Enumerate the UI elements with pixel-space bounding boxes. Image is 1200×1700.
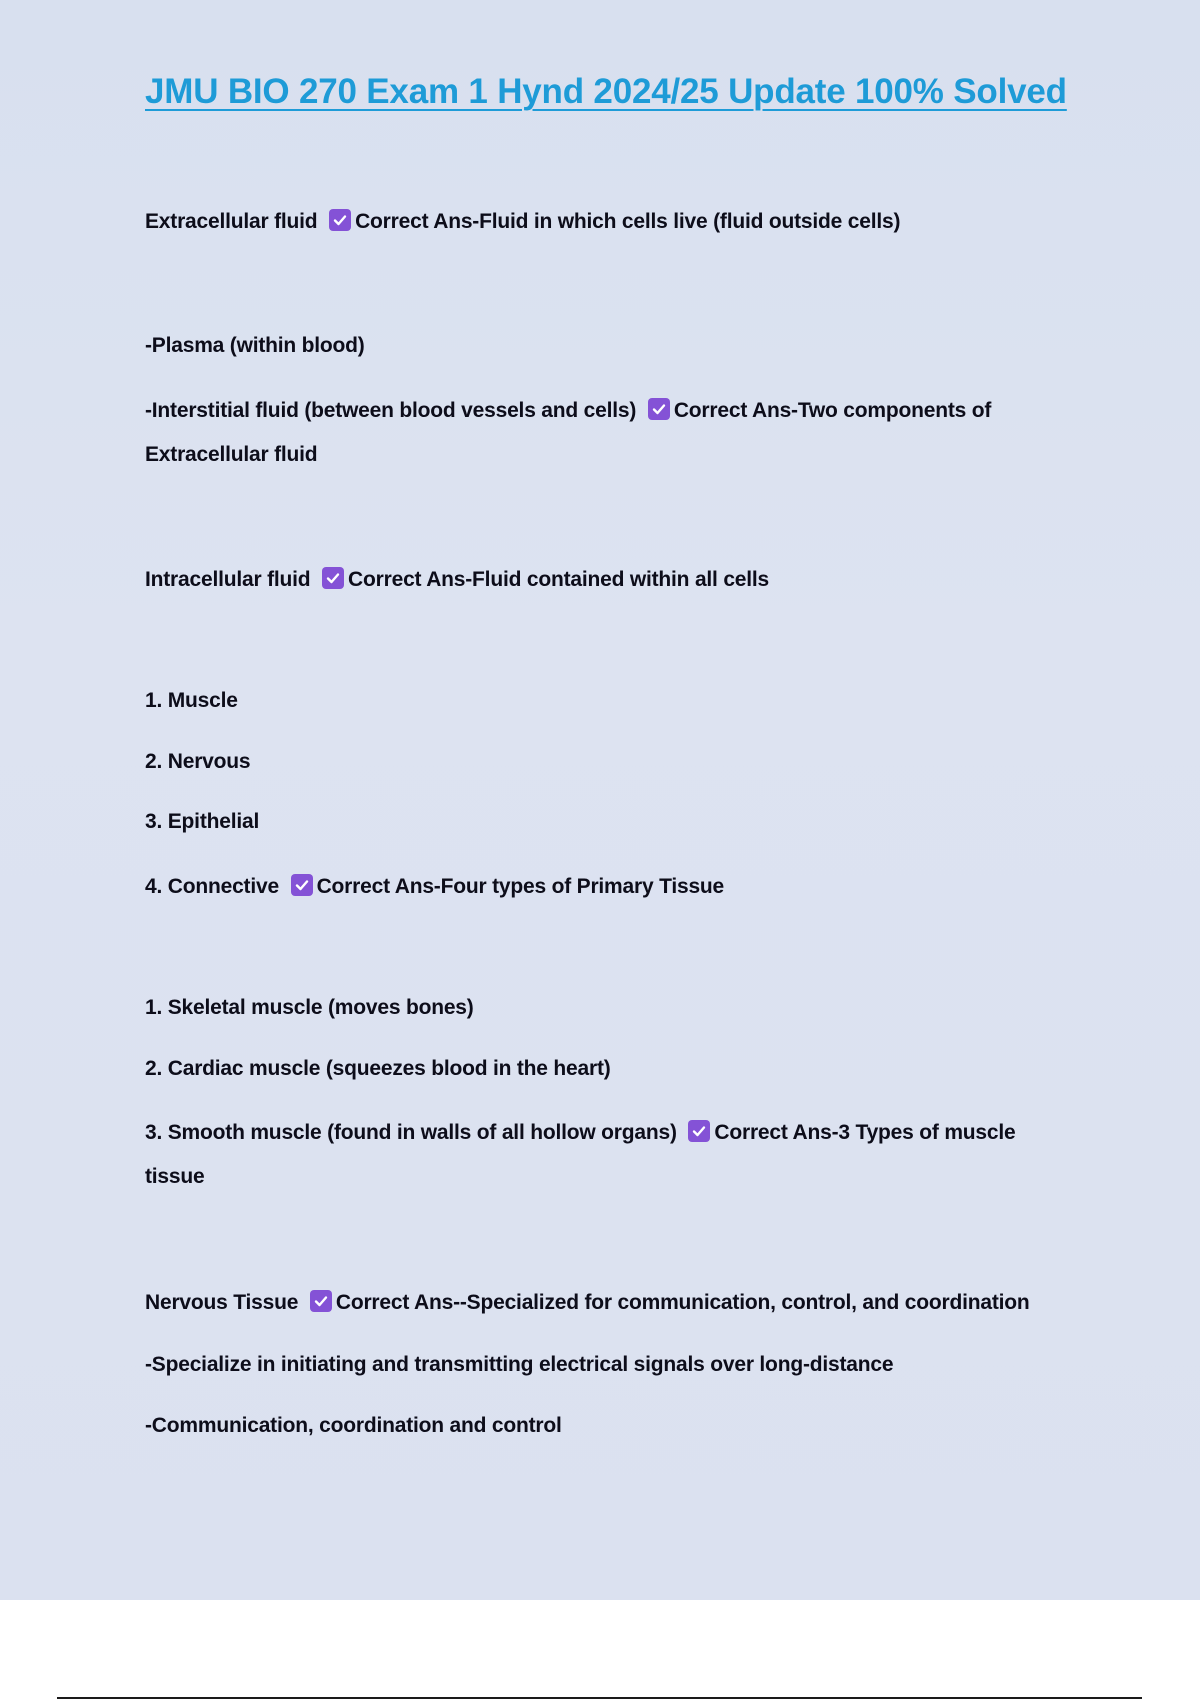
term: 3. Smooth muscle (found in walls of all hollow organs): [145, 1121, 677, 1144]
text-line: -Plasma (within blood): [145, 334, 365, 357]
text-line: Extracellular fluid: [145, 443, 318, 466]
qa-line-nervous-tissue: [145, 1281, 1030, 1325]
answer: Correct Ans-3 Types of muscle: [714, 1121, 1016, 1144]
qa-line-extracellular: [145, 200, 900, 244]
text-line: -Specialize in initiating and transmitting electrical signals over long-distance: [145, 1353, 894, 1376]
text-line: -Communication, coordination and control: [145, 1414, 562, 1437]
qa-line-intracellular: [145, 558, 769, 602]
checkbox-checked-icon: [329, 209, 351, 231]
list-item: 3. Epithelial: [145, 810, 260, 833]
text-line: tissue: [145, 1165, 205, 1188]
term: -Interstitial fluid (between blood vessels and cells): [145, 399, 637, 422]
list-item: 2. Cardiac muscle (squeezes blood in the heart): [145, 1057, 611, 1080]
answer: Correct Ans-Four types of Primary Tissue: [316, 875, 725, 898]
list-item: 1. Skeletal muscle (moves bones): [145, 996, 474, 1019]
checkbox-checked-icon: [688, 1120, 710, 1142]
term: Intracellular fluid: [145, 568, 311, 591]
answer: Correct Ans-Two components of: [673, 399, 992, 422]
qa-line-interstitial: [145, 389, 991, 433]
answer: Correct Ans-Fluid in which cells live (fluid outside cells): [355, 210, 901, 233]
checkbox-checked-icon: [291, 874, 313, 896]
qa-line-smooth-muscle: [145, 1111, 1016, 1155]
term: Nervous Tissue: [145, 1291, 299, 1314]
answer: Correct Ans--Specialized for communication, control, and coordination: [335, 1291, 1030, 1314]
checkbox-checked-icon: [322, 567, 344, 589]
list-item: 1. Muscle: [145, 689, 238, 712]
answer: Correct Ans-Fluid contained within all cells: [348, 568, 770, 591]
list-item: 2. Nervous: [145, 750, 251, 773]
term: 4. Connective: [145, 875, 279, 898]
term: Extracellular fluid: [145, 210, 318, 233]
footer-divider: [57, 1697, 1142, 1699]
checkbox-checked-icon: [310, 1290, 332, 1312]
checkbox-checked-icon: [648, 398, 670, 420]
document-title[interactable]: JMU BIO 270 Exam 1 Hynd 2024/25 Update 100% Solved: [145, 72, 1067, 111]
qa-line-connective: [145, 865, 724, 909]
